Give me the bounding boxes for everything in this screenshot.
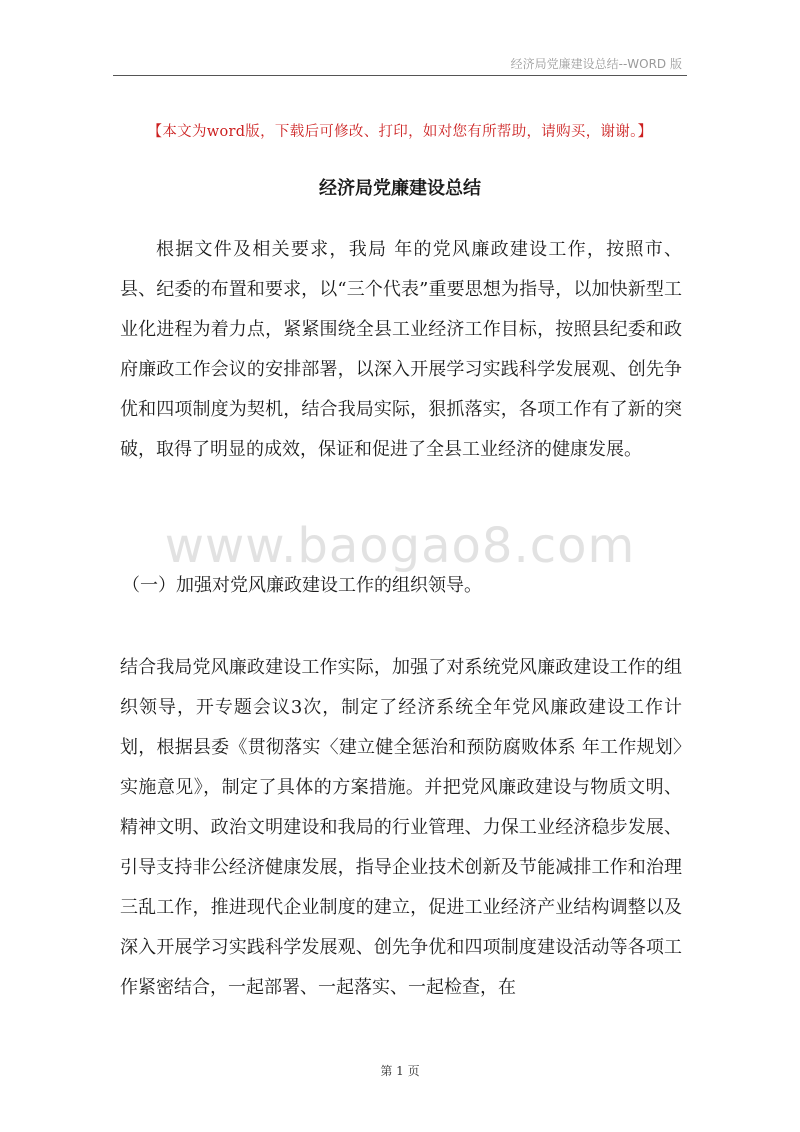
section-heading: （一）加强对党风廉政建设工作的组织领导。 <box>122 575 482 596</box>
purchase-notice: 【本文为word版，下载后可修改、打印，如对您有所帮助，请购买，谢谢。】 <box>147 124 653 140</box>
page-number: 第 1 页 <box>380 1064 420 1078</box>
document-title: 经济局党廉建设总结 <box>319 178 481 199</box>
header-divider <box>113 75 687 76</box>
watermark: www.baogao8.com <box>164 518 636 574</box>
paragraph-intro: 根据文件及相关要求，我局 年的党风廉政建设工作，按照市、县、纪委的布置和要求，以“三个代表”重要思想为指导，以加快新型工业化进程为着力点，紧紧围绕全县工业经济工作目标，按照县纪委和政府廉政工作会议的安排部署，以深入开展学习实践科学发展观、创先争优和四项制度为契机，结合我局实际，狠抓落实，各项工作有了新的突破，取得了明显的成效，保证和促进了全县工业经济的健康发展。 <box>120 239 682 460</box>
paragraph-body: 结合我局党风廉政建设工作实际，加强了对系统党风廉政建设工作的组织领导，开专题会议3次，制定了经济系统全年党风廉政建设工作计划，根据县委《贯彻落实〈建立健全惩治和预防腐败体系 年工作规划〉实施意见》，制定了具体的方案措施。并把党风廉政建设与物质文明、精神文明、政治文明建设和我局的行业管理、力保工业经济稳步发展、引导支持非公经济健康发展，指导企业技术创新及节能减排工作和治理三乱工作，推进现代企业制度的建立，促进工业经济产业结构调整以及深入开展学习实践科学发展观、创先争优和四项制度建设活动等各项工作紧密结合，一起部署、一起落实、一起检查，在 <box>120 657 682 998</box>
running-header: 经济局党廉建设总结--WORD 版 <box>510 57 682 71</box>
